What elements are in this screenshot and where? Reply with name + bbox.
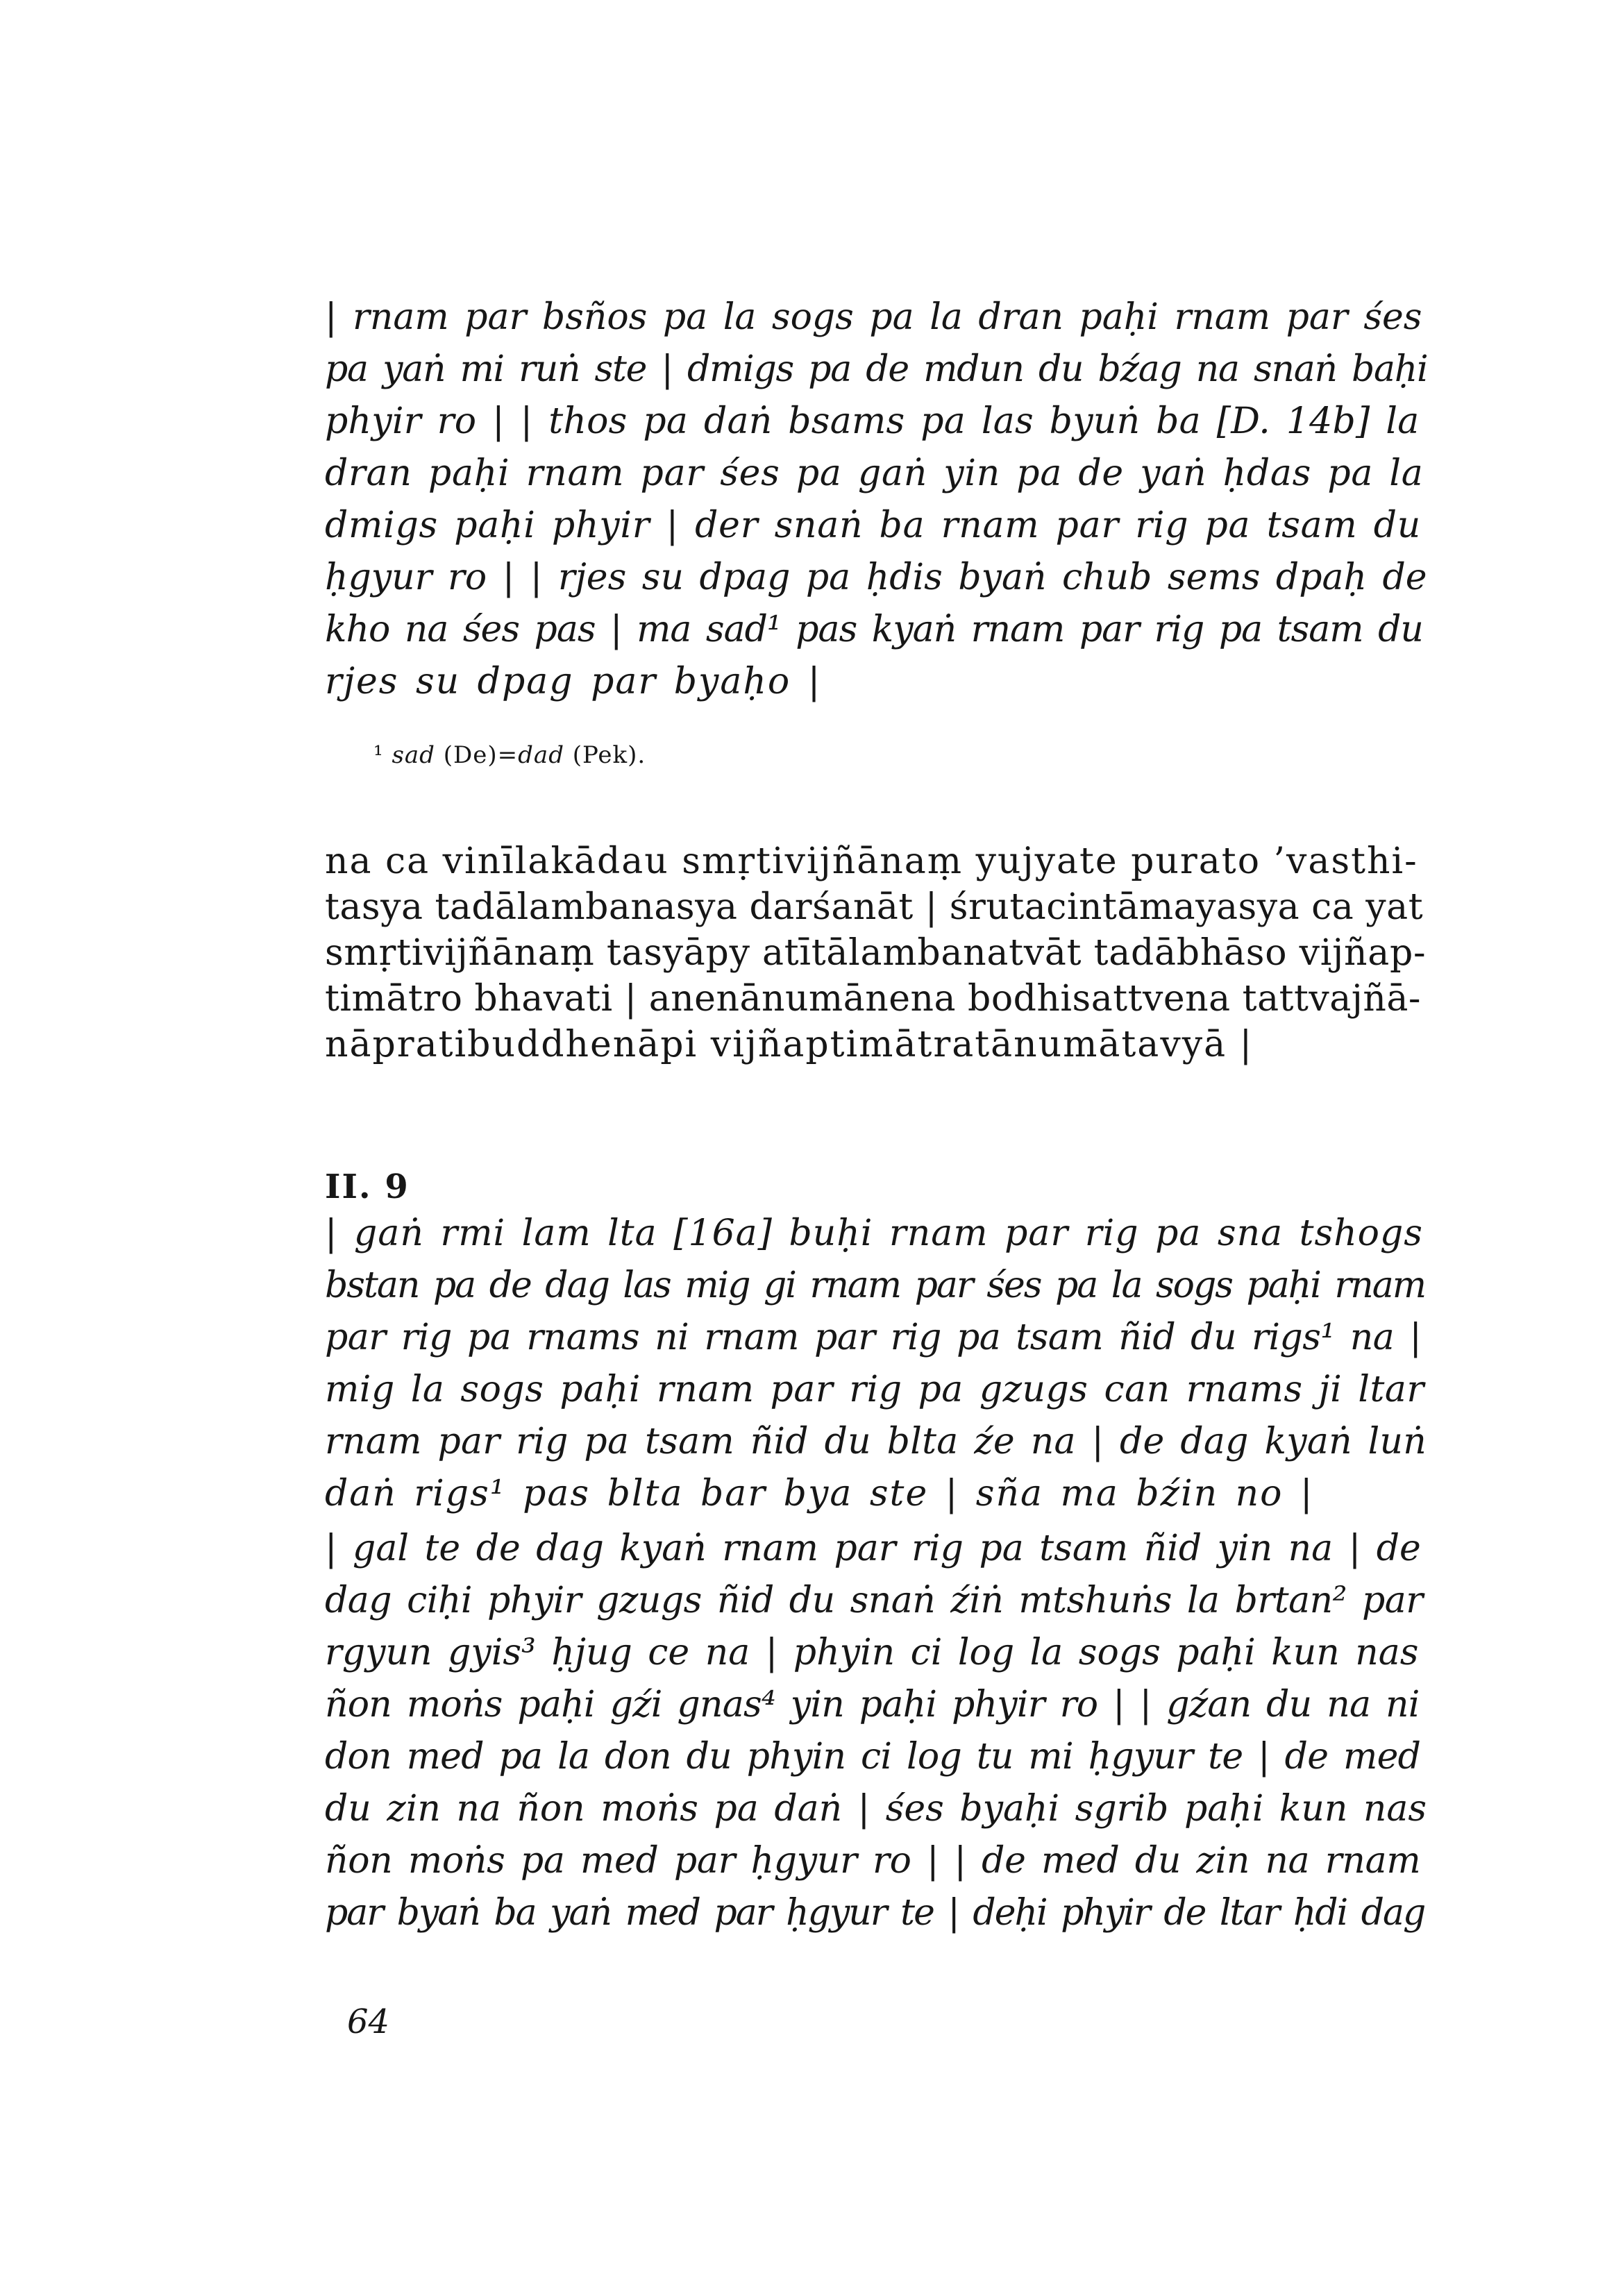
- tibetan-passage-1: [325, 292, 1427, 708]
- text-line: par byaṅ ba yaṅ med par ḥgyur te | deḥi phyir de ltar ḥdi dag: [325, 1892, 1425, 1934]
- text-line: ñon moṅs pa med par ḥgyur ro | | de med du zin na rnam: [325, 1840, 1421, 1882]
- text-line: mig la sogs paḥi rnam par rig pa gzugs can rnams ji ltar: [325, 1369, 1424, 1410]
- text-line: ñon moṅs paḥi gźi gnas⁴ yin paḥi phyir ro | | gźan du na ni: [325, 1684, 1420, 1725]
- text-line: rnam par rig pa tsam ñid du blta źe na | de dag kyaṅ luṅ: [325, 1421, 1427, 1462]
- text-line: bstan pa de dag las mig gi rnam par śes pa la sogs paḥi rnam: [325, 1265, 1426, 1306]
- section-heading: II. 9: [325, 1167, 410, 1206]
- text-line: na ca vinīlakādau smṛtivijñānaṃ yujyate purato ’vasthi-: [325, 841, 1418, 882]
- text-line: par rig pa rnams ni rnam par rig pa tsam ñid du rigs¹ na |: [325, 1317, 1422, 1358]
- footnote-source: (De): [443, 741, 498, 769]
- text-line: nāpratibuddhenāpi vijñaptimātratānumātavyā |: [325, 1024, 1254, 1065]
- text-line: pa yaṅ mi ruṅ ste | dmigs pa de mdun du bźag na snaṅ baḥi: [325, 348, 1428, 390]
- text-line: phyir ro | | thos pa daṅ bsams pa las byuṅ ba [D. 14b] la: [325, 400, 1420, 442]
- text-line: ḥgyur ro | | rjes su dpag pa ḥdis byaṅ chub sems dpaḥ de: [325, 557, 1427, 598]
- sanskrit-passage: [325, 838, 1427, 1067]
- footnote-source: (Pek).: [572, 741, 646, 769]
- text-line: dag ciḥi phyir gzugs ñid du snaṅ źiṅ mtshuṅs la brtan² par: [325, 1580, 1423, 1621]
- text-line: | gal te de dag kyaṅ rnam par rig pa tsam ñid yin na | de: [325, 1528, 1421, 1569]
- footnote-word: sad: [392, 741, 435, 769]
- text-line: timātro bhavati | anenānumānena bodhisattvena tattvajñā-: [325, 978, 1421, 1020]
- text-line: du zin na ñon moṅs pa daṅ | śes byaḥi sgrib paḥi kun nas: [325, 1788, 1427, 1830]
- text-line: dran paḥi rnam par śes pa gaṅ yin pa de yaṅ ḥdas pa la: [325, 453, 1424, 494]
- text-line: don med pa la don du phyin ci log tu mi ḥgyur te | de med: [325, 1736, 1421, 1778]
- text-line: rgyun gyis³ ḥjug ce na | phyin ci log la sogs paḥi kun nas: [325, 1632, 1419, 1673]
- text-line: tasya tadālambanasya darśanāt | śrutacintāmayasya ca yat: [325, 886, 1424, 928]
- footnote-marker: ¹: [373, 741, 384, 769]
- text-line: | rnam par bsños pa la sogs pa la dran paḥi rnam par śes: [325, 296, 1422, 338]
- footnote-word: dad: [518, 741, 564, 769]
- page-number: 64: [347, 2002, 390, 2041]
- text-line: kho na śes pas | ma sad¹ pas kyaṅ rnam par rig pa tsam du: [325, 609, 1423, 650]
- text-line: daṅ rigs¹ pas blta bar bya ste | sña ma bźin no |: [325, 1473, 1314, 1514]
- text-line: dmigs paḥi phyir | der snaṅ ba rnam par rig pa tsam du: [325, 505, 1422, 546]
- tibetan-passage-3: [325, 1523, 1427, 1939]
- text-line: | gaṅ rmi lam lta [16a] buḥi rnam par rig pa sna tshogs: [325, 1213, 1423, 1254]
- footnote-equals: =: [497, 741, 519, 769]
- text-line: smṛtivijñānaṃ tasyāpy atītālambanatvāt tadābhāso vijñap-: [325, 932, 1427, 974]
- footnote: [373, 741, 646, 769]
- text-line: rjes su dpag par byaḥo |: [325, 661, 822, 702]
- tibetan-passage-2: [325, 1208, 1427, 1520]
